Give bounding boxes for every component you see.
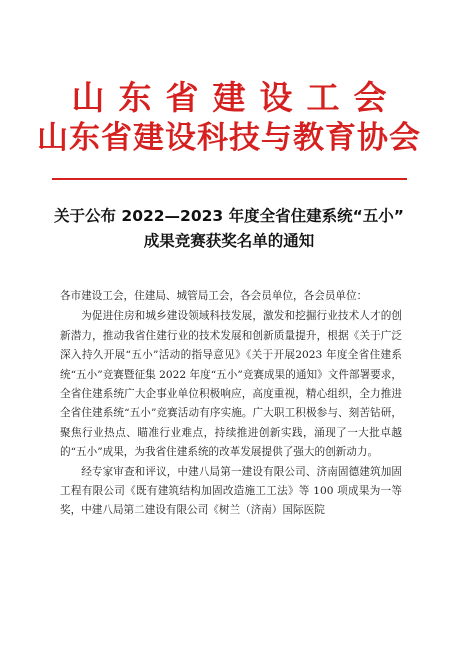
paragraph-2: 经专家审查和评议，中建八局第一建设有限公司、济南固德建筑加固工程有限公司《既有建筑结构加固改造施工工法》等 100 项成果为一等奖，中建八局第二建设有限公司《树兰（济南）国际医院 [60, 465, 402, 517]
notice-body [60, 287, 402, 521]
paragraph-1: 为促进住房和城乡建设领域科技发展，激发和挖掘行业技术人才的创新潜力，推动我省住建行业的技术发展和创新质量提升，根据《关于广泛深入持久开展“五小”活动的指导意见》《关于开展2023 年度全省住建系统“五小”竞赛暨征集 2022 年度“五小”竞赛成果的通知》文件部署要求，全省住建系统广大企事业单位积极响应，高度重视，精心组织，全力推进全省住建系统“五小”竞赛活动有序实施。广大职工积极参与、刻苦钻研，聚焦行业热点、瞄准行业难点，持续推进创新实践，涌现了一大批卓越的“五小”成果，为我省住建系统的改革发展提供了强大的创新动力。 [60, 310, 402, 459]
letterhead-divider [52, 178, 407, 180]
letterhead-org-2: 山东省建设科技与教育协会 [37, 120, 421, 156]
salutation: 各市建设工会，住建局、城管局工会，各会员单位，各会员单位： [60, 290, 368, 302]
letterhead-org-1: 山东省建设工会 [71, 78, 401, 117]
notice-title-line-2: 成果竞赛获奖名单的通知 [143, 232, 315, 250]
letterhead [0, 78, 458, 158]
notice-title-line-1: 关于公布 2022—2023 年度全省住建系统“五小” [54, 207, 404, 225]
notice-title [40, 204, 418, 254]
